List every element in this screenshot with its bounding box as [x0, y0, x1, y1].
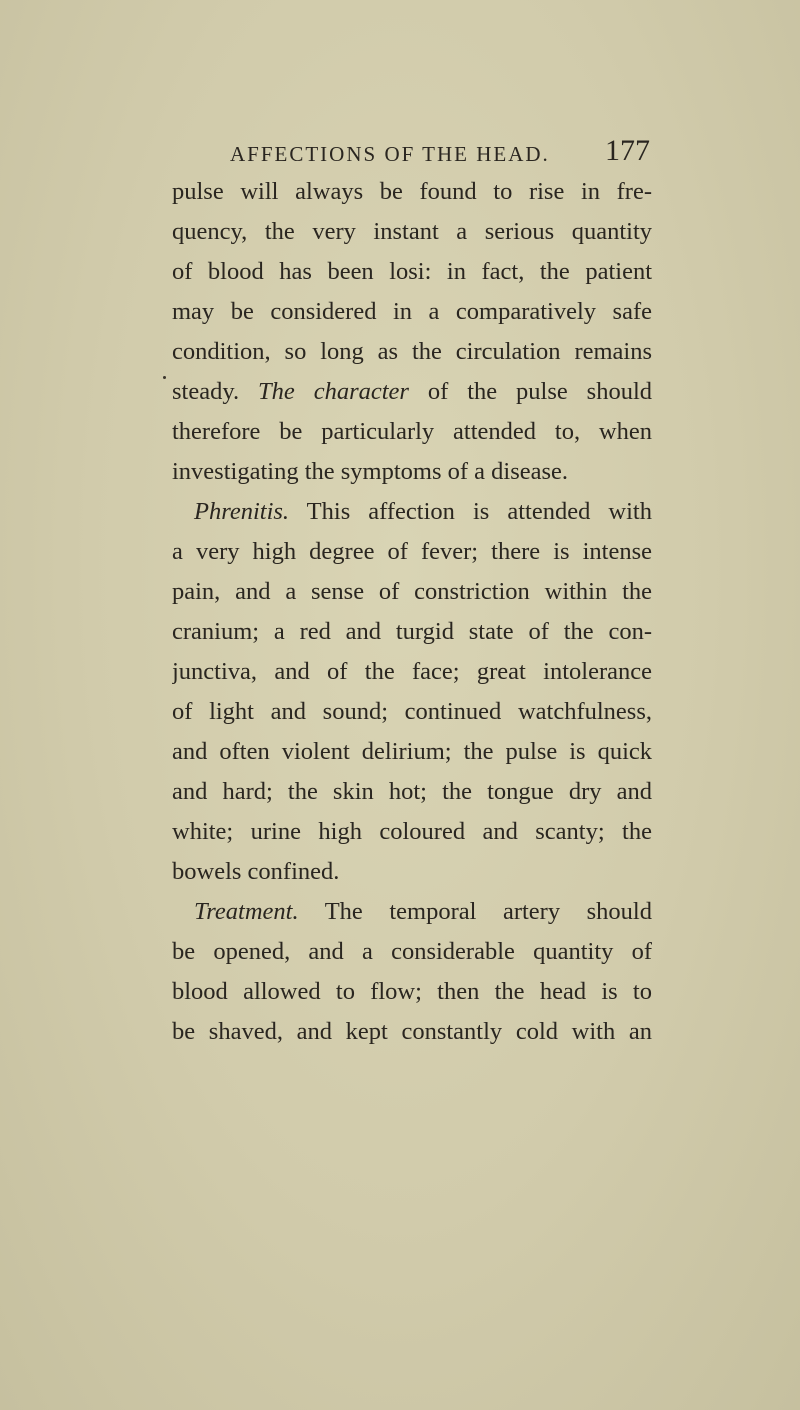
text-line: cranium; a red and turgid state of the con- — [172, 618, 652, 645]
italic-term: The character — [258, 378, 409, 405]
text-line: investigating the symptoms of a disease. — [172, 458, 569, 485]
text-line: and hard; the skin hot; the tongue dry and — [172, 778, 652, 805]
running-title: AFFECTIONS OF THE HEAD. — [230, 142, 550, 166]
text-line: be shaved, and kept constantly cold with an — [172, 1018, 652, 1045]
body-text — [172, 172, 652, 1052]
section-heading-line: Treatment. The temporal artery should — [194, 898, 652, 925]
text-line: pulse will always be found to rise in fre- — [172, 178, 652, 205]
text-line: white; urine high coloured and scanty; the — [172, 818, 652, 845]
text-line: quency, the very instant a serious quantity — [172, 218, 652, 245]
text-line: of blood has been losi: in fact, the patient — [172, 258, 652, 285]
text-line: of light and sound; continued watchfulness, — [172, 698, 652, 725]
text-line: bowels confined. — [172, 858, 340, 885]
text-line: be opened, and a considerable quantity of — [172, 938, 652, 965]
text-line: condition, so long as the circulation remains — [172, 338, 652, 365]
running-head — [230, 134, 650, 174]
text-line: pain, and a sense of constriction within the — [172, 578, 652, 605]
ink-speck — [163, 376, 166, 379]
text-line: therefore be particularly attended to, when — [172, 418, 652, 445]
text-line: may be considered in a comparatively safe — [172, 298, 652, 325]
section-heading: Treatment. — [194, 898, 299, 925]
section-heading-line: Phrenitis. This affection is attended with — [194, 498, 652, 525]
text-line: a very high degree of fever; there is intense — [172, 538, 652, 565]
text-line: junctiva, and of the face; great intolerance — [172, 658, 652, 685]
text-line: blood allowed to flow; then the head is to — [172, 978, 652, 1005]
section-heading: Phrenitis. — [194, 498, 290, 525]
text-line: steady. The character of the pulse should — [172, 378, 652, 405]
text-line: and often violent delirium; the pulse is quick — [172, 738, 652, 765]
page-number: 177 — [605, 134, 650, 167]
